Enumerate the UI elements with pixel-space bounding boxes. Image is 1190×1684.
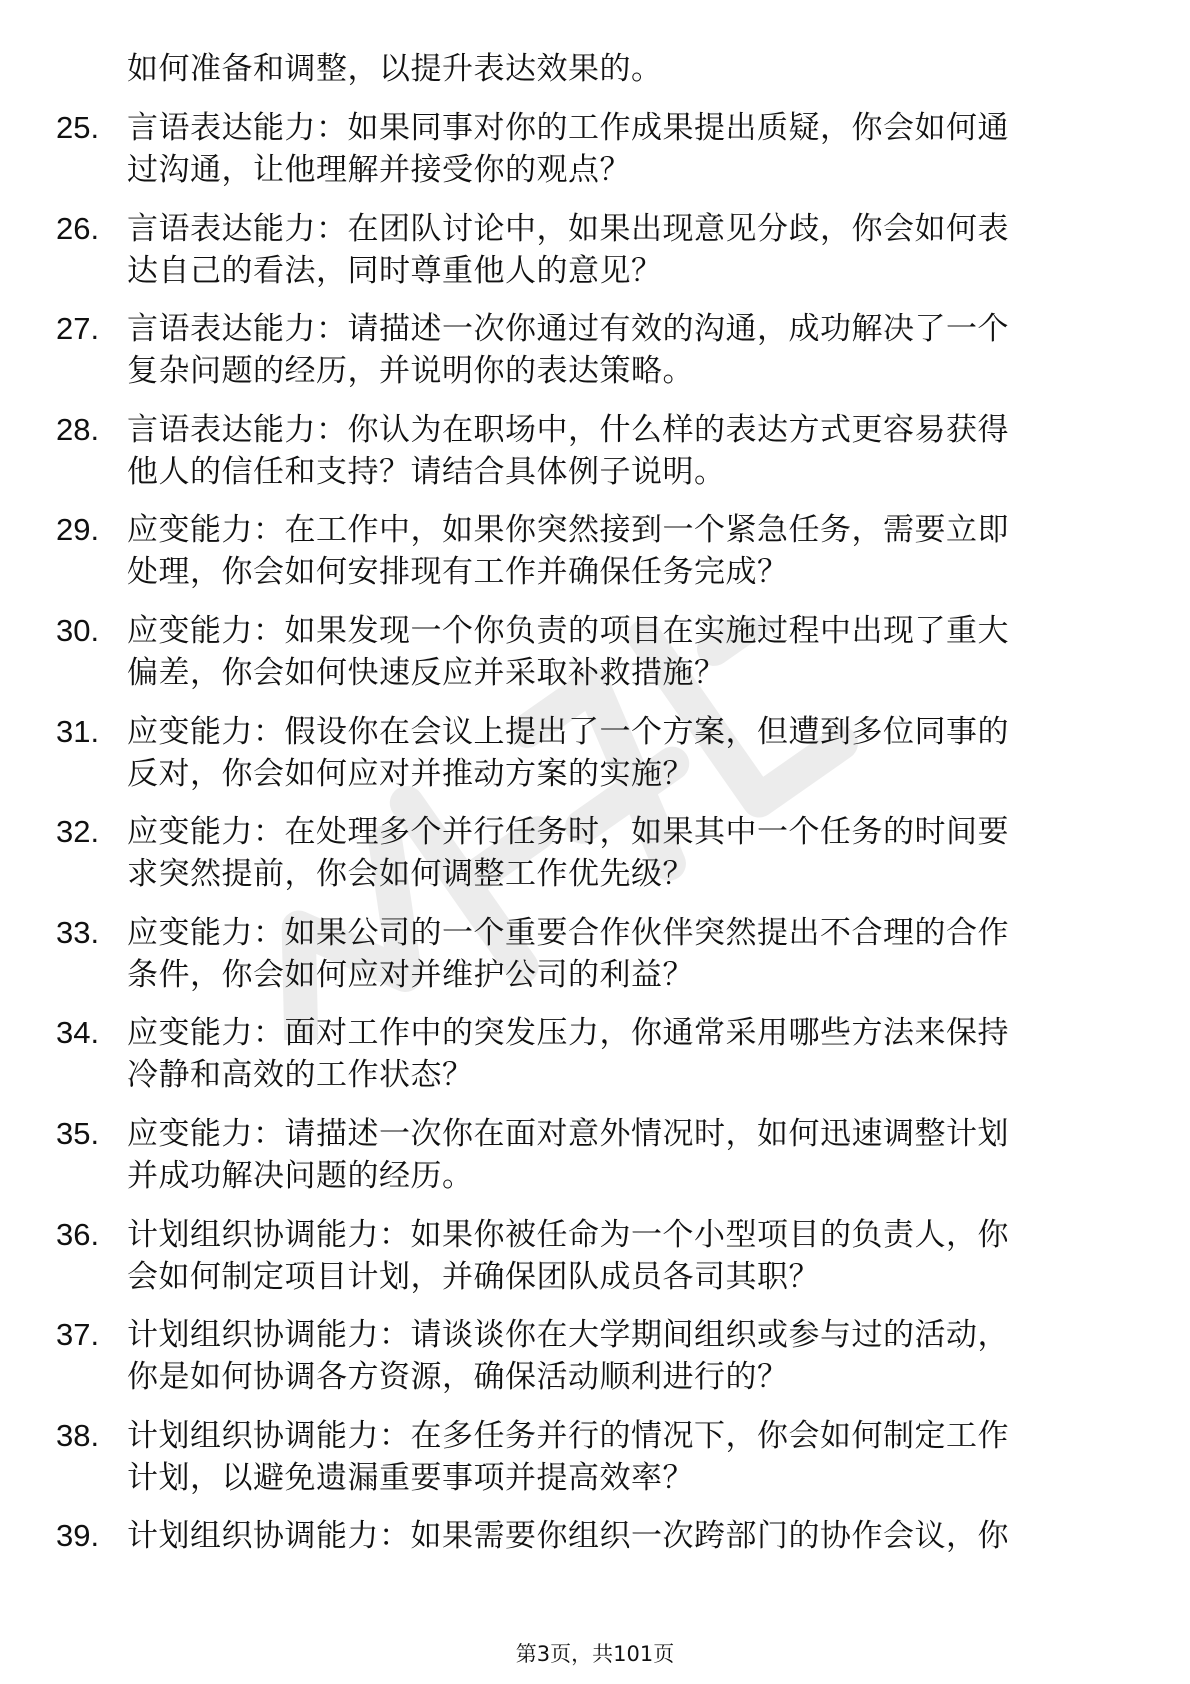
item-number: 38.	[56, 1417, 100, 1453]
list-item	[0, 1012, 1190, 1104]
item-text-line: 计划组织协调能力：请谈谈你在大学期间组织或参与过的活动，	[127, 1317, 1009, 1354]
list-item	[0, 308, 1190, 400]
item-text-line: 条件，你会如何应对并维护公司的利益？	[127, 956, 694, 993]
list-item	[0, 1515, 1190, 1607]
item-text-line: 言语表达能力：在团队讨论中，如果出现意见分歧，你会如何表	[127, 210, 1009, 247]
item-text-line: 达自己的看法，同时尊重他人的意见？	[127, 252, 663, 289]
item-text-line: 处理，你会如何安排现有工作并确保任务完成？	[127, 554, 789, 591]
list-item	[0, 107, 1190, 199]
list-item	[0, 610, 1190, 702]
item-text-line: 应变能力：在处理多个并行任务时，如果其中一个任务的时间要	[127, 814, 1009, 851]
item-number: 32.	[56, 814, 100, 850]
item-text-line: 应变能力：假设你在会议上提出了一个方案，但遭到多位同事的	[127, 713, 1009, 750]
item-text-line: 计划组织协调能力：在多任务并行的情况下，你会如何制定工作	[127, 1417, 1009, 1454]
list-item	[0, 1314, 1190, 1406]
item-text-line: 应变能力：面对工作中的突发压力，你通常采用哪些方法来保持	[127, 1015, 1009, 1052]
item-number: 34.	[56, 1015, 100, 1051]
item-number: 30.	[56, 612, 100, 648]
list-item	[0, 208, 1190, 300]
item-number: 29.	[56, 512, 100, 548]
item-text-line: 言语表达能力：如果同事对你的工作成果提出质疑，你会如何通	[127, 110, 1009, 146]
item-number: 37.	[56, 1317, 100, 1353]
continuation-text: 如何准备和调整，以提升表达效果的。	[127, 51, 663, 87]
item-text-line: 应变能力：如果公司的一个重要合作伙伴突然提出不合理的合作	[127, 914, 1009, 951]
item-text-line: 你是如何协调各方资源，确保活动顺利进行的？	[127, 1359, 789, 1396]
item-text-line: 计划组织协调能力：如果你被任命为一个小型项目的负责人，你	[127, 1216, 1009, 1253]
item-text-line: 计划，以避免遗漏重要事项并提高效率？	[127, 1459, 694, 1496]
list-item	[0, 1415, 1190, 1507]
item-number: 28.	[56, 411, 100, 447]
item-text-line: 冷静和高效的工作状态？	[127, 1057, 474, 1094]
item-number: 35.	[56, 1115, 100, 1151]
item-text-line: 会如何制定项目计划，并确保团队成员各司其职？	[127, 1258, 820, 1295]
item-text-line: 并成功解决问题的经历。	[127, 1157, 474, 1194]
question-list	[0, 107, 1190, 1616]
list-item	[0, 811, 1190, 903]
item-text-line: 复杂问题的经历，并说明你的表达策略。	[127, 353, 694, 390]
item-text-line: 应变能力：在工作中，如果你突然接到一个紧急任务，需要立即	[127, 512, 1009, 549]
list-item	[0, 1113, 1190, 1205]
list-item	[0, 711, 1190, 803]
item-text-line: 应变能力：如果发现一个你负责的项目在实施过程中出现了重大	[127, 612, 1009, 649]
item-text-line: 言语表达能力：你认为在职场中，什么样的表达方式更容易获得	[127, 411, 1009, 448]
list-item	[0, 1214, 1190, 1306]
item-number: 31.	[56, 713, 100, 749]
item-text-line: 求突然提前，你会如何调整工作优先级？	[127, 856, 694, 893]
item-number: 25.	[56, 110, 100, 145]
item-number: 33.	[56, 914, 100, 950]
item-text-line: 言语表达能力：请描述一次你通过有效的沟通，成功解决了一个	[127, 311, 1009, 348]
item-number: 26.	[56, 210, 100, 246]
item-text-line: 反对，你会如何应对并推动方案的实施？	[127, 755, 694, 792]
item-number: 39.	[56, 1518, 100, 1554]
item-number: 36.	[56, 1216, 100, 1252]
item-text-line: 偏差，你会如何快速反应并采取补救措施？	[127, 654, 726, 691]
item-text-line: 计划组织协调能力：如果需要你组织一次跨部门的协作会议，你	[127, 1518, 1009, 1555]
item-text-line: 他人的信任和支持？请结合具体例子说明。	[127, 453, 726, 490]
list-item	[0, 912, 1190, 1004]
item-text-line: 应变能力：请描述一次你在面对意外情况时，如何迅速调整计划	[127, 1115, 1009, 1152]
item-number: 27.	[56, 311, 100, 347]
list-item	[0, 509, 1190, 601]
list-item	[0, 409, 1190, 501]
page-footer: 第3页，共101页	[515, 1642, 675, 1666]
item-text-line: 过沟通，让他理解并接受你的观点？	[127, 152, 631, 188]
